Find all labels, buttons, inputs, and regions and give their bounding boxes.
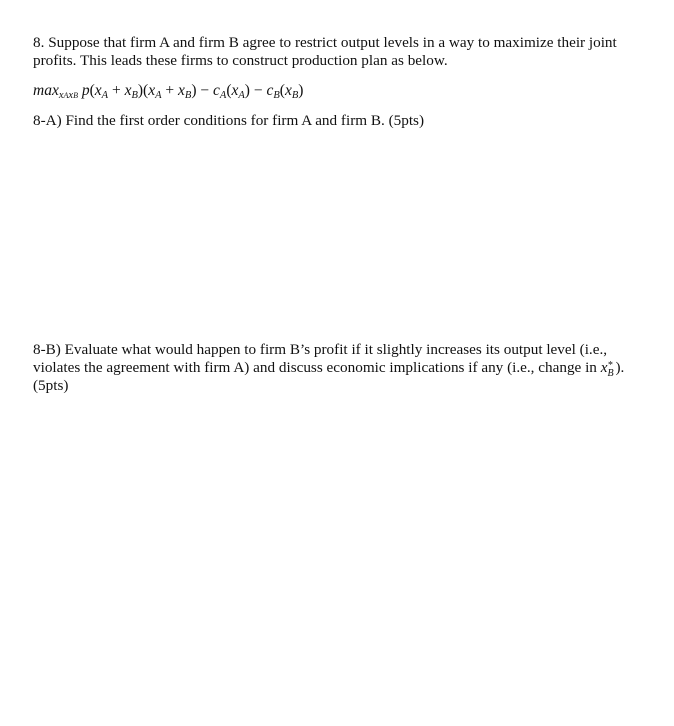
formula-price: p: [81, 82, 90, 99]
question-intro: [33, 34, 643, 70]
intro-line-1: 8. Suppose that firm A and firm B agree to restrict output levels in a way to maximize their joint: [33, 34, 617, 51]
part-b-line-1: 8-B) Evaluate what would happen to firm B’s profit if it slightly increases its output level (i.e.,: [33, 341, 608, 358]
question-part-a: 8-A) Find the first order conditions for firm A and firm B. (5pts): [33, 112, 425, 129]
formula-max-subscript: xAxB: [58, 90, 78, 101]
formula-cost-a: c: [213, 82, 220, 99]
objective-formula: $\max_{xAxB} p(x_A + x_B)(x_A + x_B) - c_A(x_A) - c_B(x_B)$: [33, 82, 304, 101]
part-b-line-3: (5pts): [33, 377, 69, 394]
formula-max: max: [33, 82, 59, 99]
part-b-line-2: violates the agreement with firm A) and discuss economic implications if any (i.e., change in x * B ).: [33, 359, 625, 379]
question-part-b: [33, 341, 643, 395]
formula-cost-b: c: [266, 82, 274, 99]
intro-line-2: profits. This leads these firms to construct production plan as below.: [33, 52, 448, 69]
